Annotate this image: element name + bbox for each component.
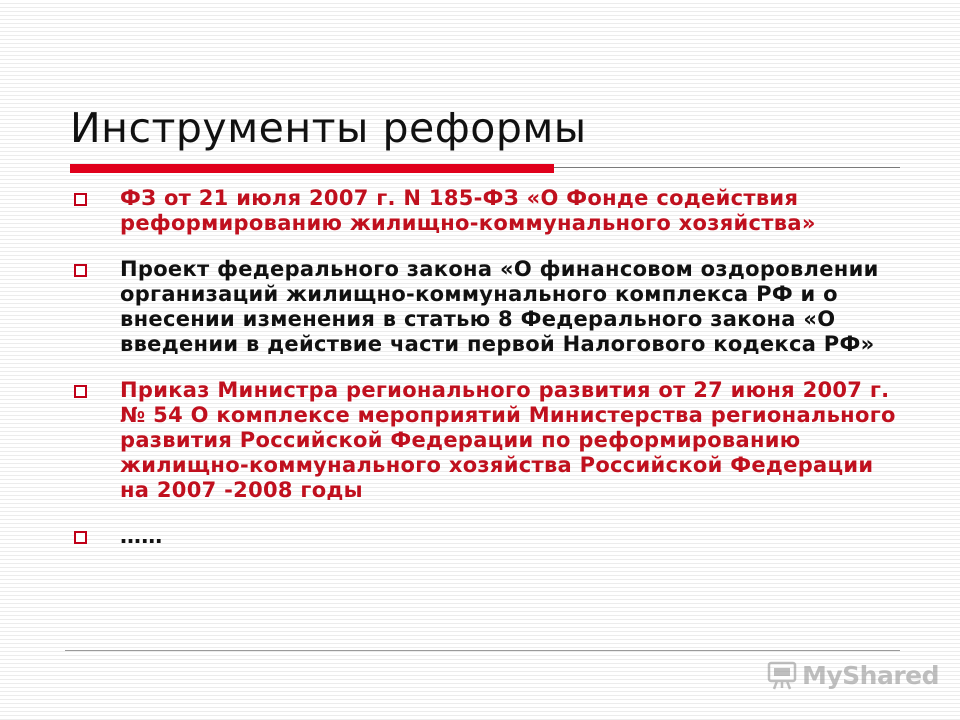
bullet-text: ФЗ от 21 июля 2007 г. N 185-ФЗ «О Фонде содействия реформированию жилищно-коммунального хозяйства» [120,186,816,235]
hollow-square-icon [74,385,87,398]
hollow-square-icon [74,264,87,277]
hollow-square-icon [74,193,87,206]
slide-title: Инструменты реформы [70,104,587,152]
bullet-item [70,257,900,357]
bullet-item [70,524,900,549]
title-accent-bar [70,164,554,173]
projector-icon [766,659,798,691]
bullet-item [70,378,900,503]
watermark-text: MyShared [802,660,940,690]
bullet-list [70,186,900,570]
bullet-text: Приказ Министра регионального развития от 27 июня 2007 г. № 54 О комплексе мероприятий Министерства регионального развития Российской Федерации по реформированию жилищно-коммунального хозяйства Российской Федерации на 2007 -2008 годы [120,378,896,502]
bullet-text: …… [120,524,163,548]
bottom-rule [65,650,900,651]
bullet-item [70,186,900,236]
hollow-square-icon [74,531,87,544]
bullet-text: Проект федерального закона «О финансовом оздоровлении организаций жилищно-коммунального комплекса РФ и о внесении изменения в статью 8 Федерального закона «О введении в действие части первой Налогового кодекса РФ» [120,257,879,356]
watermark-logo [766,655,939,695]
